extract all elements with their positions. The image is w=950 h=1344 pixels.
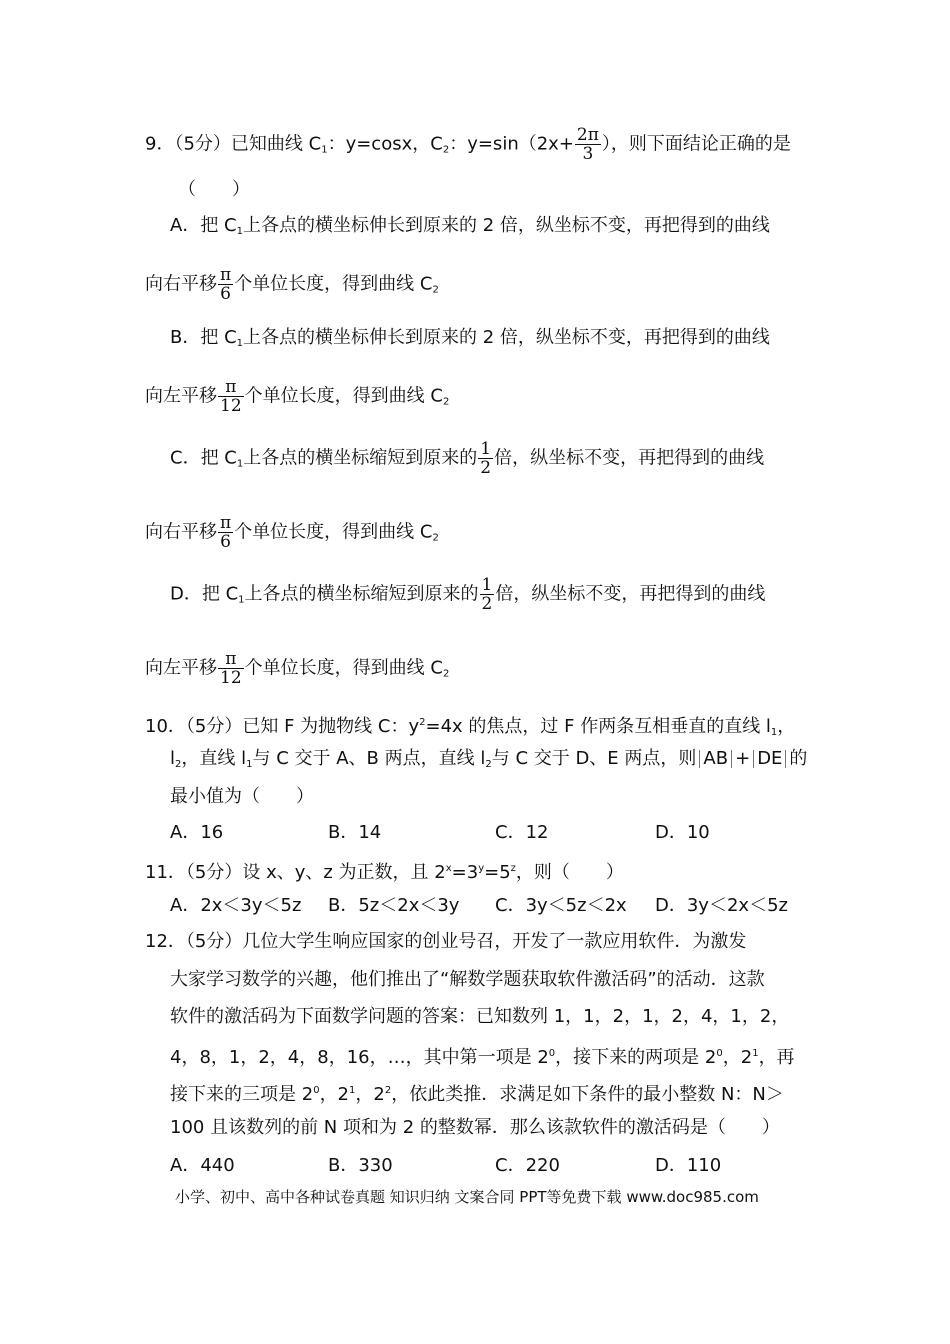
q9-option-c-line2: 向右平移 $\frac{\pi}{6}$ 个单位长度，得到曲线 $C_2$ [145,513,439,552]
q12-stem-line1: 12．（5分）几位大学生响应国家的创业号召，开发了一款应用软件．为激发 [145,931,747,952]
q9-option-a-line1: A．把 $C_1$上各点的横坐标伸长到原来的 2 倍，纵坐标不变，再把得到的曲线 [170,215,770,237]
q10-option-c: C．12 [495,822,549,843]
q9-option-c-line1: C．把 $C_1$上各点的横坐标缩短到原来的 $\frac{1}{2}$ 倍，纵坐标不变，再把得到的曲线 [170,439,765,478]
fraction-pi-over-6: $\frac{\pi}{6}$ [220,513,232,552]
q10-option-b: B．14 [328,822,382,843]
q12-stem-line5: 接下来的三项是 $2^0$，$2^1$，$2^2$，依此类推．求满足如下条件的最小整数 N：N＞ [170,1084,784,1105]
q11-stem: 11．（5分）设 x、y、z 为正数，且 $2^x=3^y=5^z$，则（ ） [145,862,624,883]
q11-option-c: C．3y＜5z＜2x [495,895,627,916]
q11-option-a: A．2x＜3y＜5z [170,895,302,916]
q9-option-d-line1: D．把 $C_1$上各点的横坐标缩短到原来的 $\frac{1}{2}$ 倍，纵坐标不变，再把得到的曲线 [170,575,766,614]
q11-option-b: B．5z＜2x＜3y [328,895,460,916]
q10-option-a: A．16 [170,822,224,843]
q9-option-a-line2: 向右平移 $\frac{\pi}{6}$ 个单位长度，得到曲线 $C_2$ [145,265,439,304]
q12-stem-line3: 软件的激活码为下面数学问题的答案：已知数列 1，1，2，1，2，4，1，2， [170,1006,790,1027]
q10-option-d: D．10 [655,822,710,843]
abs-bar [731,750,732,768]
q12-option-b: B．330 [328,1155,393,1176]
fraction-pi-over-12: $\frac{\pi}{12}$ [220,649,242,688]
q9-option-d-line2: 向左平移 $\frac{\pi}{12}$ 个单位长度，得到曲线 $C_2$ [145,649,450,688]
abs-bar [753,750,754,768]
q9-option-b-line1: B．把 $C_1$上各点的横坐标伸长到原来的 2 倍，纵坐标不变，再把得到的曲线 [170,327,770,349]
fraction-pi-over-6: $\frac{\pi}{6}$ [220,265,232,304]
fraction-one-half: $\frac{1}{2}$ [481,575,493,614]
q12-option-c: C．220 [495,1155,560,1176]
q9-option-b-line2: 向左平移 $\frac{\pi}{12}$ 个单位长度，得到曲线 $C_2$ [145,377,450,416]
q10-stem-line3: 最小值为（ ） [170,786,314,807]
q10-stem-line1: 10．（5分）已知 F 为抛物线 C：$y^2=4x$ 的焦点，过 F 作两条互相垂直的直线 $l_1$， [145,716,796,738]
q12-option-a: A．440 [170,1155,235,1176]
fraction-2pi-over-3: $\frac{2\pi}{3}$ [576,125,599,164]
q12-stem-line2: 大家学习数学的兴趣，他们推出了“解数学题获取软件激活码”的活动．这款 [170,969,765,990]
abs-bar [785,750,786,768]
q9-answer-paren: （ ） [178,179,250,200]
q12-stem-line6: 100 且该数列的前 N 项和为 2 的整数幂．那么该款软件的激活码是（ ） [170,1117,780,1138]
q12-option-d: D．110 [655,1155,722,1176]
abs-bar [699,750,700,768]
q9-stem: 9．（5分）已知曲线 $C_1$：y=cosx，$C_2$：y=sin（2x+ $\frac{2\pi}{3}$ ），则下面结论正确的是 [145,125,791,164]
fraction-pi-over-12: $\frac{\pi}{12}$ [220,377,242,416]
q11-option-d: D．3y＜2x＜5z [655,895,788,916]
page-footer: 小学、初中、高中各种试卷真题 知识归纳 文案合同 PPT等免费下载 www.doc985.com [175,1188,759,1206]
q10-stem-line2: $l_2$，直线 $l_1$与 C 交于 A、B 两点，直线 $l_2$与 C 交于 D、E 两点，则 AB + DE 的 [170,748,808,770]
q12-stem-line4: 4，8，1，2，4，8，16，…，其中第一项是 $2^0$，接下来的两项是 $2^0$，$2^1$，再 [170,1047,795,1068]
fraction-one-half: $\frac{1}{2}$ [480,439,492,478]
